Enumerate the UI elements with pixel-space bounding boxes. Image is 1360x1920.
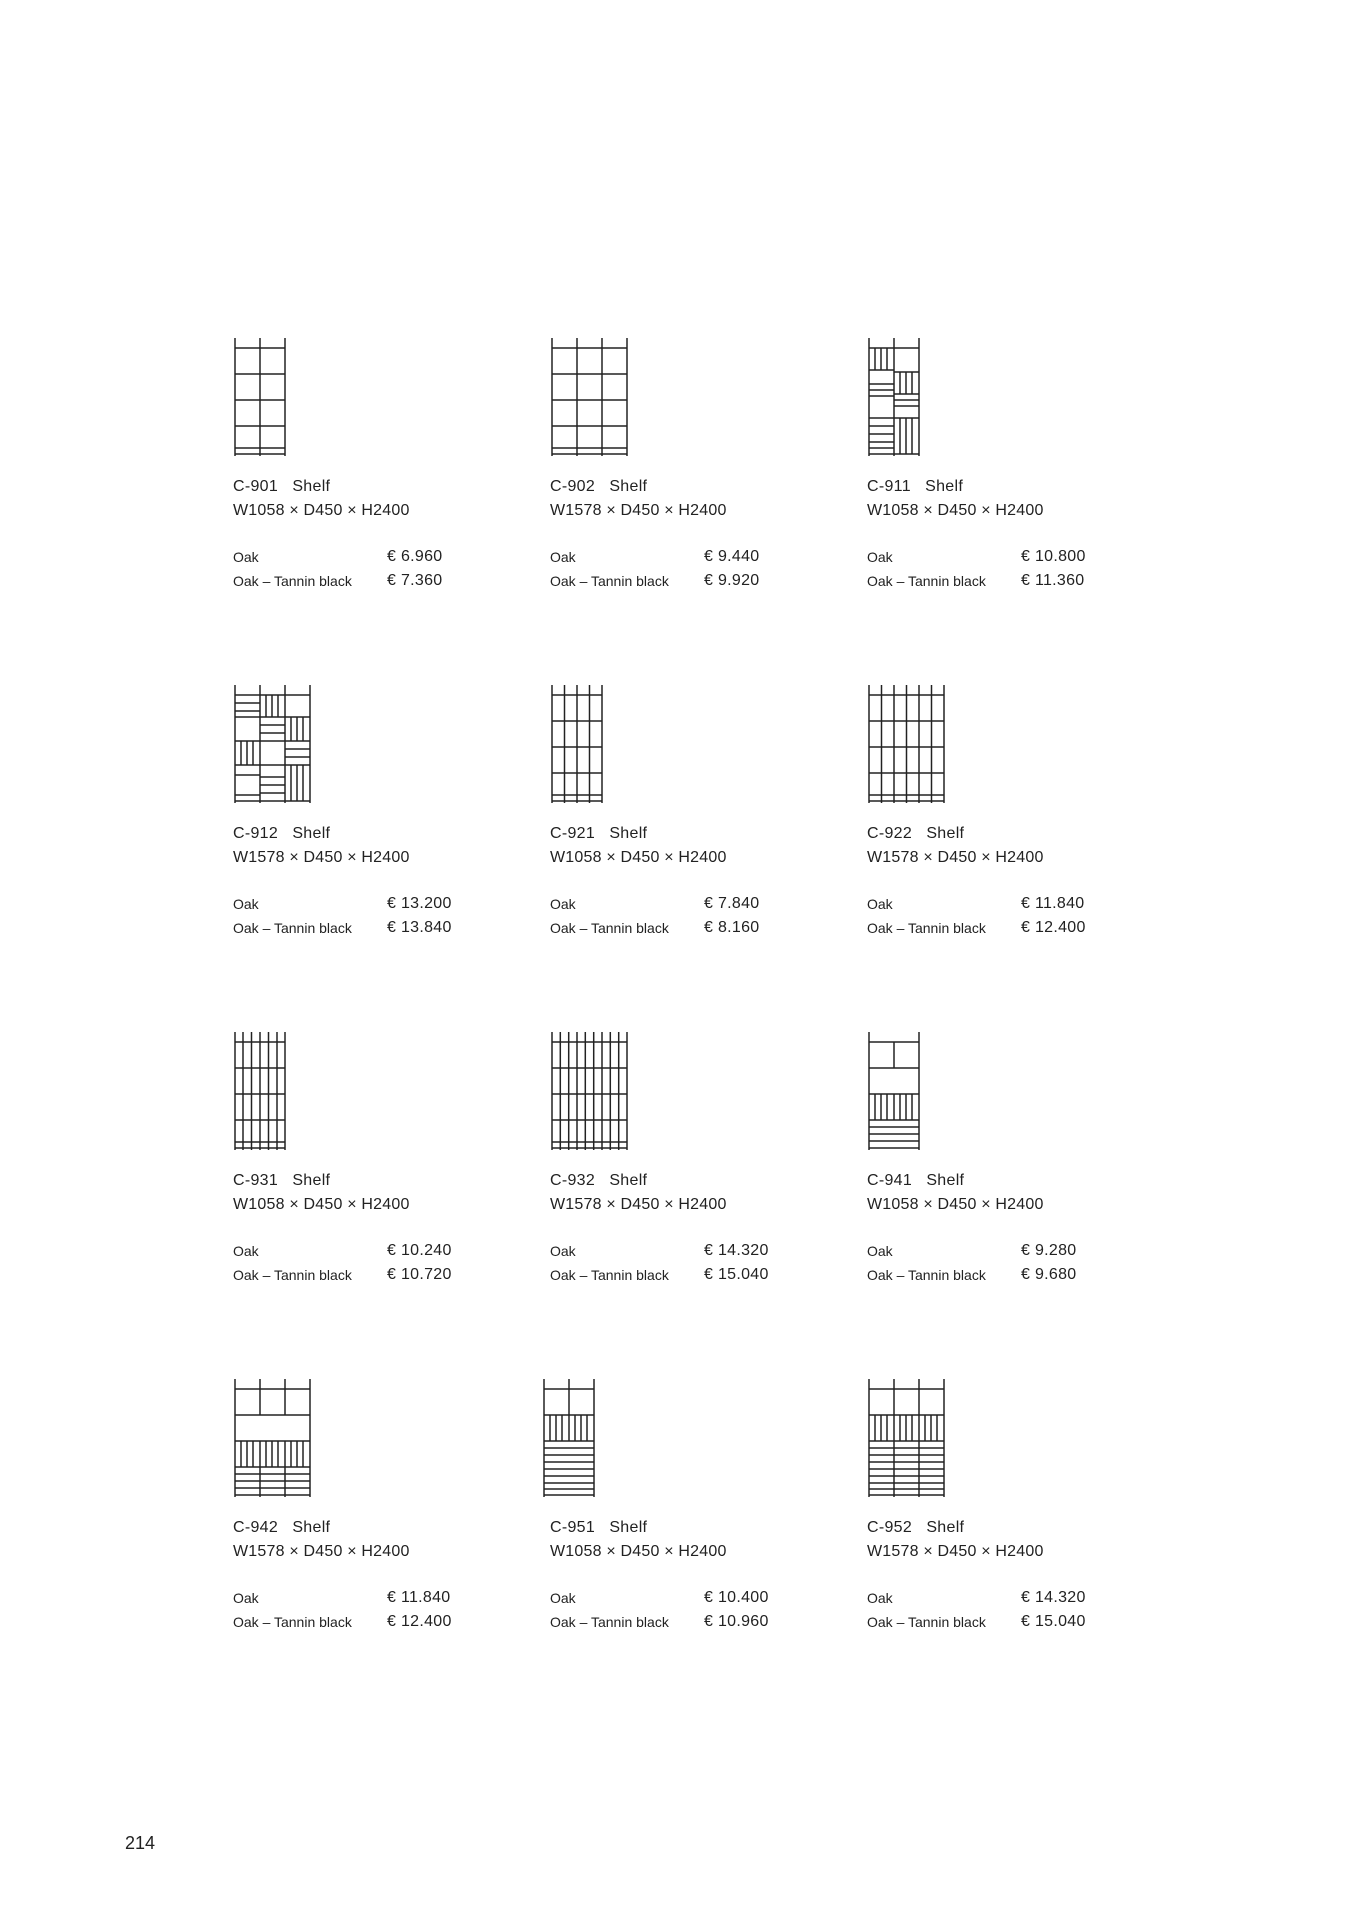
product-name: Shelf xyxy=(609,1172,648,1189)
product-title xyxy=(233,825,330,843)
price-value: € 12.400 xyxy=(387,1613,452,1630)
price-row xyxy=(233,549,533,569)
shelf-diagram-icon xyxy=(542,1379,598,1499)
product-c-911 xyxy=(867,338,1167,588)
product-title xyxy=(550,478,647,496)
product-c-902 xyxy=(550,338,850,588)
product-title xyxy=(550,1519,647,1537)
product-c-931 xyxy=(233,1032,533,1282)
price-value: € 8.160 xyxy=(704,919,760,936)
product-title xyxy=(233,1172,330,1190)
shelf-diagram-icon xyxy=(233,1379,315,1499)
product-dimensions: W1058 × D450 × H2400 xyxy=(867,1196,1044,1213)
product-c-952 xyxy=(867,1379,1167,1629)
product-title xyxy=(233,478,330,496)
finish-label: Oak xyxy=(867,1243,893,1259)
price-value: € 6.960 xyxy=(387,548,443,565)
product-name: Shelf xyxy=(292,478,331,495)
product-c-941 xyxy=(867,1032,1167,1282)
finish-label: Oak xyxy=(550,896,576,912)
finish-label: Oak – Tannin black xyxy=(550,1614,669,1630)
price-value: € 9.920 xyxy=(704,572,760,589)
finish-label: Oak – Tannin black xyxy=(550,920,669,936)
product-code: C-912 xyxy=(233,825,279,842)
shelf-diagram-icon xyxy=(233,338,289,458)
price-value: € 9.680 xyxy=(1021,1266,1077,1283)
finish-label: Oak xyxy=(550,1243,576,1259)
price-value: € 7.360 xyxy=(387,572,443,589)
product-code: C-951 xyxy=(550,1519,596,1536)
finish-label: Oak xyxy=(867,549,893,565)
finish-label: Oak – Tannin black xyxy=(867,1614,986,1630)
price-value: € 10.400 xyxy=(704,1589,769,1606)
product-name: Shelf xyxy=(609,478,648,495)
price-value: € 10.800 xyxy=(1021,548,1086,565)
finish-label: Oak xyxy=(233,896,259,912)
product-code: C-921 xyxy=(550,825,596,842)
price-row xyxy=(233,896,533,916)
product-c-921 xyxy=(550,685,850,935)
finish-label: Oak – Tannin black xyxy=(867,573,986,589)
price-row xyxy=(867,1243,1167,1263)
price-value: € 11.360 xyxy=(1021,572,1085,589)
finish-label: Oak – Tannin black xyxy=(867,920,986,936)
product-c-942 xyxy=(233,1379,533,1629)
finish-label: Oak xyxy=(867,1590,893,1606)
shelf-diagram-icon xyxy=(867,1379,949,1499)
shelf-diagram-icon xyxy=(550,1032,632,1152)
price-row xyxy=(550,1243,850,1263)
product-code: C-952 xyxy=(867,1519,913,1536)
shelf-diagram-icon xyxy=(867,1032,923,1152)
price-row xyxy=(867,549,1167,569)
price-row xyxy=(550,1590,850,1610)
finish-label: Oak – Tannin black xyxy=(233,1267,352,1283)
price-row xyxy=(867,1267,1167,1287)
price-value: € 15.040 xyxy=(1021,1613,1086,1630)
product-dimensions: W1578 × D450 × H2400 xyxy=(233,849,410,866)
product-code: C-942 xyxy=(233,1519,279,1536)
shelf-diagram-icon xyxy=(867,685,949,805)
price-value: € 14.320 xyxy=(704,1242,769,1259)
shelf-diagram-icon xyxy=(233,685,315,805)
price-row xyxy=(550,573,850,593)
product-code: C-941 xyxy=(867,1172,913,1189)
product-dimensions: W1058 × D450 × H2400 xyxy=(550,849,727,866)
product-name: Shelf xyxy=(926,1519,965,1536)
product-dimensions: W1578 × D450 × H2400 xyxy=(867,849,1044,866)
price-row xyxy=(867,1590,1167,1610)
price-row xyxy=(550,1267,850,1287)
product-dimensions: W1058 × D450 × H2400 xyxy=(233,1196,410,1213)
price-row xyxy=(550,920,850,940)
product-dimensions: W1058 × D450 × H2400 xyxy=(550,1543,727,1560)
product-name: Shelf xyxy=(925,478,964,495)
product-code: C-902 xyxy=(550,478,596,495)
price-row xyxy=(233,1614,533,1634)
page-number: 214 xyxy=(125,1833,156,1853)
shelf-diagram-icon xyxy=(550,685,606,805)
product-code: C-911 xyxy=(867,478,911,495)
product-name: Shelf xyxy=(292,1172,331,1189)
finish-label: Oak xyxy=(550,1590,576,1606)
price-value: € 7.840 xyxy=(704,895,760,912)
finish-label: Oak xyxy=(233,1590,259,1606)
product-code: C-922 xyxy=(867,825,913,842)
product-title xyxy=(867,825,964,843)
price-row xyxy=(867,1614,1167,1634)
finish-label: Oak xyxy=(233,1243,259,1259)
price-row xyxy=(233,920,533,940)
product-dimensions: W1578 × D450 × H2400 xyxy=(233,1543,410,1560)
price-row xyxy=(550,1614,850,1634)
product-code: C-901 xyxy=(233,478,279,495)
product-title xyxy=(550,825,647,843)
product-name: Shelf xyxy=(292,825,331,842)
price-value: € 13.200 xyxy=(387,895,452,912)
price-row xyxy=(233,573,533,593)
product-title xyxy=(867,478,963,496)
price-row xyxy=(867,896,1167,916)
price-value: € 10.240 xyxy=(387,1242,452,1259)
product-c-932 xyxy=(550,1032,850,1282)
price-row xyxy=(233,1267,533,1287)
product-code: C-931 xyxy=(233,1172,279,1189)
price-value: € 9.440 xyxy=(704,548,760,565)
product-dimensions: W1578 × D450 × H2400 xyxy=(550,502,727,519)
product-dimensions: W1058 × D450 × H2400 xyxy=(867,502,1044,519)
price-value: € 13.840 xyxy=(387,919,452,936)
price-row xyxy=(233,1590,533,1610)
product-title xyxy=(233,1519,330,1537)
finish-label: Oak – Tannin black xyxy=(867,1267,986,1283)
price-value: € 11.840 xyxy=(387,1589,451,1606)
product-dimensions: W1578 × D450 × H2400 xyxy=(550,1196,727,1213)
price-row xyxy=(233,1243,533,1263)
price-row xyxy=(550,549,850,569)
product-title xyxy=(550,1172,647,1190)
finish-label: Oak xyxy=(233,549,259,565)
product-title xyxy=(867,1172,964,1190)
price-value: € 12.400 xyxy=(1021,919,1086,936)
product-c-922 xyxy=(867,685,1167,935)
finish-label: Oak – Tannin black xyxy=(233,573,352,589)
product-name: Shelf xyxy=(926,1172,965,1189)
finish-label: Oak – Tannin black xyxy=(550,1267,669,1283)
finish-label: Oak – Tannin black xyxy=(233,1614,352,1630)
shelf-diagram-icon xyxy=(550,338,632,458)
product-code: C-932 xyxy=(550,1172,596,1189)
product-title xyxy=(867,1519,964,1537)
price-row xyxy=(867,920,1167,940)
product-dimensions: W1578 × D450 × H2400 xyxy=(867,1543,1044,1560)
price-value: € 15.040 xyxy=(704,1266,769,1283)
shelf-diagram-icon xyxy=(867,338,923,458)
price-row xyxy=(550,896,850,916)
price-value: € 9.280 xyxy=(1021,1242,1077,1259)
price-value: € 10.960 xyxy=(704,1613,769,1630)
finish-label: Oak – Tannin black xyxy=(233,920,352,936)
finish-label: Oak – Tannin black xyxy=(550,573,669,589)
shelf-diagram-icon xyxy=(233,1032,289,1152)
product-name: Shelf xyxy=(609,825,648,842)
product-c-901 xyxy=(233,338,533,588)
finish-label: Oak xyxy=(867,896,893,912)
price-row xyxy=(867,573,1167,593)
price-value: € 14.320 xyxy=(1021,1589,1086,1606)
product-c-912 xyxy=(233,685,533,935)
price-value: € 11.840 xyxy=(1021,895,1085,912)
product-name: Shelf xyxy=(609,1519,648,1536)
product-dimensions: W1058 × D450 × H2400 xyxy=(233,502,410,519)
product-name: Shelf xyxy=(292,1519,331,1536)
product-name: Shelf xyxy=(926,825,965,842)
price-value: € 10.720 xyxy=(387,1266,452,1283)
product-c-951 xyxy=(550,1379,850,1629)
finish-label: Oak xyxy=(550,549,576,565)
